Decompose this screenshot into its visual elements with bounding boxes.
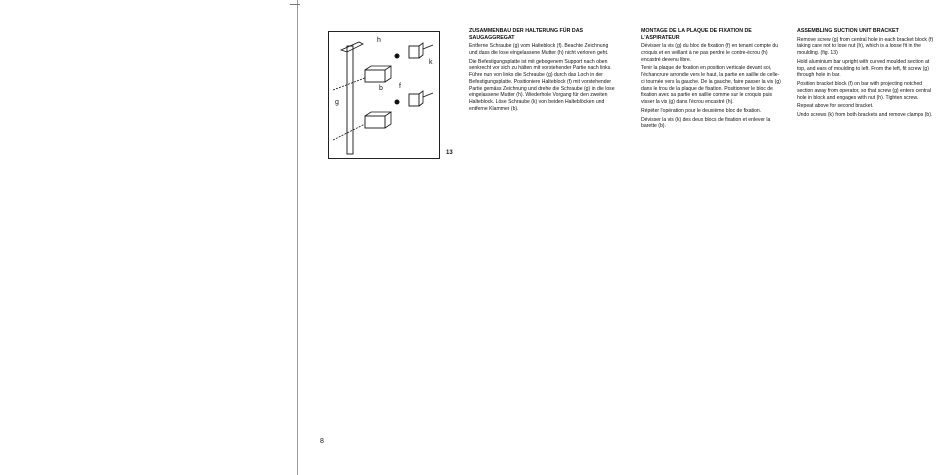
label-f: f — [399, 83, 401, 90]
screw-g-upper — [333, 78, 365, 90]
assembly-figure — [328, 31, 440, 159]
bracket-assembly-drawing — [329, 32, 439, 158]
paragraph: Undo screws (k) from both brackets and remove clamps (b). — [797, 112, 933, 119]
bracket-block-lower — [365, 116, 385, 128]
clamp-lower — [409, 94, 419, 106]
nut-h-upper — [395, 54, 400, 59]
bracket-block-upper — [365, 70, 385, 82]
nut-h-lower — [395, 100, 400, 105]
screw-k-upper — [423, 45, 433, 49]
paragraph: Remove screw (g) from central hole in each bracket block (f) taking care not to lose nut (h), which is a loose fit in the moulding. (fig. 13) — [797, 36, 934, 56]
paragraph: Dévisser la vis (g) du bloc de fixation (f) en tenant compte du croquis et en veillant à ne pas perdre le contre-écrou (h) encastré devenu libre. — [641, 43, 779, 63]
crop-mark — [290, 4, 300, 5]
paragraph: Dévisser la vis (k) des deux blocs de fixation et enlever la barette (b). — [641, 116, 771, 130]
column-french — [641, 28, 781, 132]
heading-german: ZUSAMMENBAU DER HALTERUNG FÜR DAS SAUGAGGREGAT — [469, 28, 584, 41]
figure-number: 13 — [446, 150, 453, 156]
label-b: b — [379, 85, 383, 92]
paragraph: Entferne Schraube (g) vom Halteblock (f). Beachte Zeichnung und dass die lose eingelassene Mutter (h) nicht verloren geht. — [469, 43, 609, 56]
heading-english: ASSEMBLING SUCTION UNIT BRACKET — [797, 28, 899, 34]
page-binding-edge — [297, 0, 298, 475]
paragraph: Repeat above for second bracket. — [797, 103, 874, 110]
clamp-upper — [409, 46, 419, 58]
page-number: 8 — [320, 438, 324, 445]
screw-g-lower — [333, 124, 365, 140]
paragraph: Répéter l'opération pour le deuxième bloc de fixation. — [641, 107, 762, 114]
label-h: h — [377, 37, 381, 44]
column-german — [469, 28, 615, 115]
heading-french: MONTAGE DE LA PLAQUE DE FIXATION DE L'ASPIRATEUR — [641, 28, 752, 41]
paragraph: Tenir la plaque de fixation en position verticale devant soi, l'échancrure arrondie vers le haut, la partie en saillie de celle-ci tournée vers la gauche. De la gauche, faire passer la vis (g) dans le trou de la plaque de fixation. Positionner le bloc de fixation avec sa partie en saillie comme sur le croquis puis visser la vis (g) dans l'écrou encastré (h). — [641, 65, 781, 105]
screw-k-lower — [423, 93, 433, 97]
column-english — [797, 28, 935, 121]
paragraph: Position bracket block (f) on bar with projecting notched section away from operator, so that screw (g) enters central hole in block and engages with nut (h). Tighten screw. — [797, 81, 931, 101]
paragraph: Hold aluminium bar upright with curved moulded section at top, and ears of moulding to left. From the left, fit screw (g) through hole in bar. — [797, 58, 930, 79]
paragraph: Die Befestigungsplatte ist mit gebogenem Support nach oben senkrecht vor sich zu hälten mit vorstehender Partie nach links. Führe nun von links die Schraube (g) durch das Loch in der Befestigungsplatte. Positioniere Halteblock (f) mit vorstehender Partie gemäss Zeichnung und drehe die Schraube (g) in die lose eingelassene Mutter (h). Wiederhole Vorgang für den zweiten Halteblock. Löse Schraube (k) von beiden Halteblöcken und entferne Klammer (b). — [469, 58, 615, 112]
aluminium-bar — [347, 46, 353, 154]
label-k: k — [429, 59, 433, 66]
curved-moulding — [341, 42, 363, 52]
label-g: g — [335, 99, 339, 106]
